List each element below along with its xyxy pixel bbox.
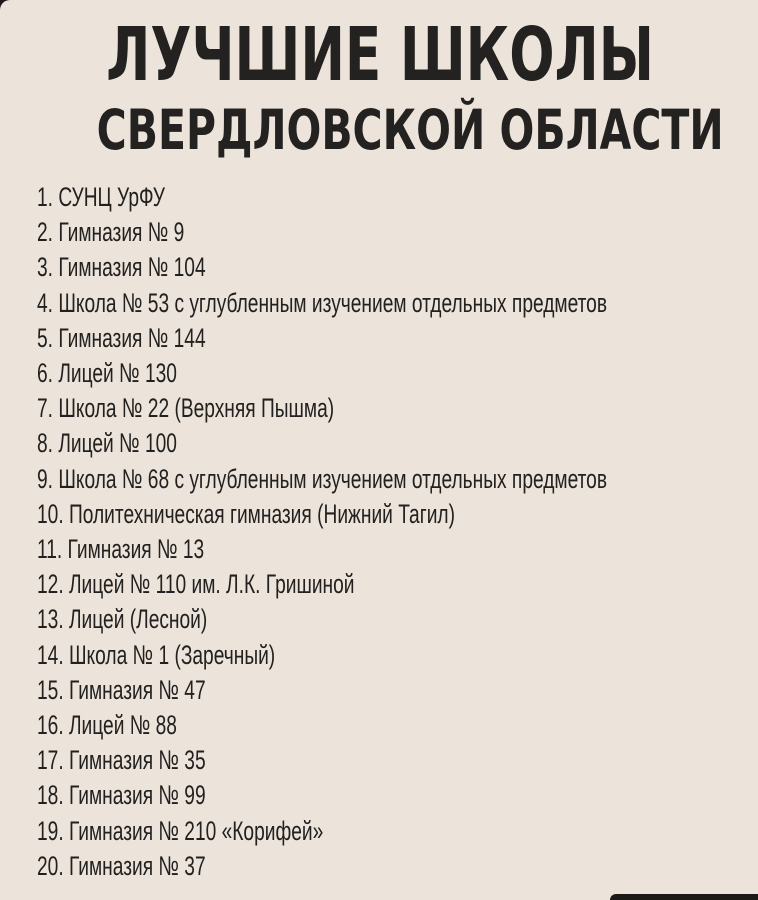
poster-subtitle: СВЕРДЛОВСКОЙ ОБЛАСТИ xyxy=(96,98,724,162)
list-item: 3. Гимназия № 104 xyxy=(37,252,206,283)
list-item: 14. Школа № 1 (Заречный) xyxy=(37,639,276,670)
list-item: 15. Гимназия № 47 xyxy=(37,674,206,705)
list-item: 12. Лицей № 110 им. Л.К. Гришиной xyxy=(37,569,355,600)
list-item: 20. Гимназия № 37 xyxy=(37,850,206,881)
list-item: 19. Гимназия № 210 «Корифей» xyxy=(37,815,324,846)
list-item: 11. Гимназия № 13 xyxy=(37,534,205,565)
list-item: 2. Гимназия № 9 xyxy=(37,217,185,248)
list-item: 13. Лицей (Лесной) xyxy=(37,604,208,635)
list-item: 16. Лицей № 88 xyxy=(37,710,177,741)
schools-ranking-list xyxy=(37,180,747,884)
list-item: 17. Гимназия № 35 xyxy=(37,745,206,776)
list-item: 5. Гимназия № 144 xyxy=(37,322,206,353)
list-item: 18. Гимназия № 99 xyxy=(37,780,206,811)
corner-accent xyxy=(610,894,758,900)
list-item: 8. Лицей № 100 xyxy=(37,428,177,459)
list-item: 10. Политехническая гимназия (Нижний Тагил) xyxy=(37,498,455,529)
list-item: 6. Лицей № 130 xyxy=(37,358,177,389)
list-item: 1. СУНЦ УрФУ xyxy=(37,182,165,212)
list-item: 4. Школа № 53 с углубленным изучением отдельных предметов xyxy=(37,287,608,318)
list-item: 9. Школа № 68 с углубленным изучением отдельных предметов xyxy=(37,463,608,494)
poster-title: ЛУЧШИЕ ШКОЛЫ xyxy=(106,12,654,98)
list-item: 7. Школа № 22 (Верхняя Пышма) xyxy=(37,393,335,424)
